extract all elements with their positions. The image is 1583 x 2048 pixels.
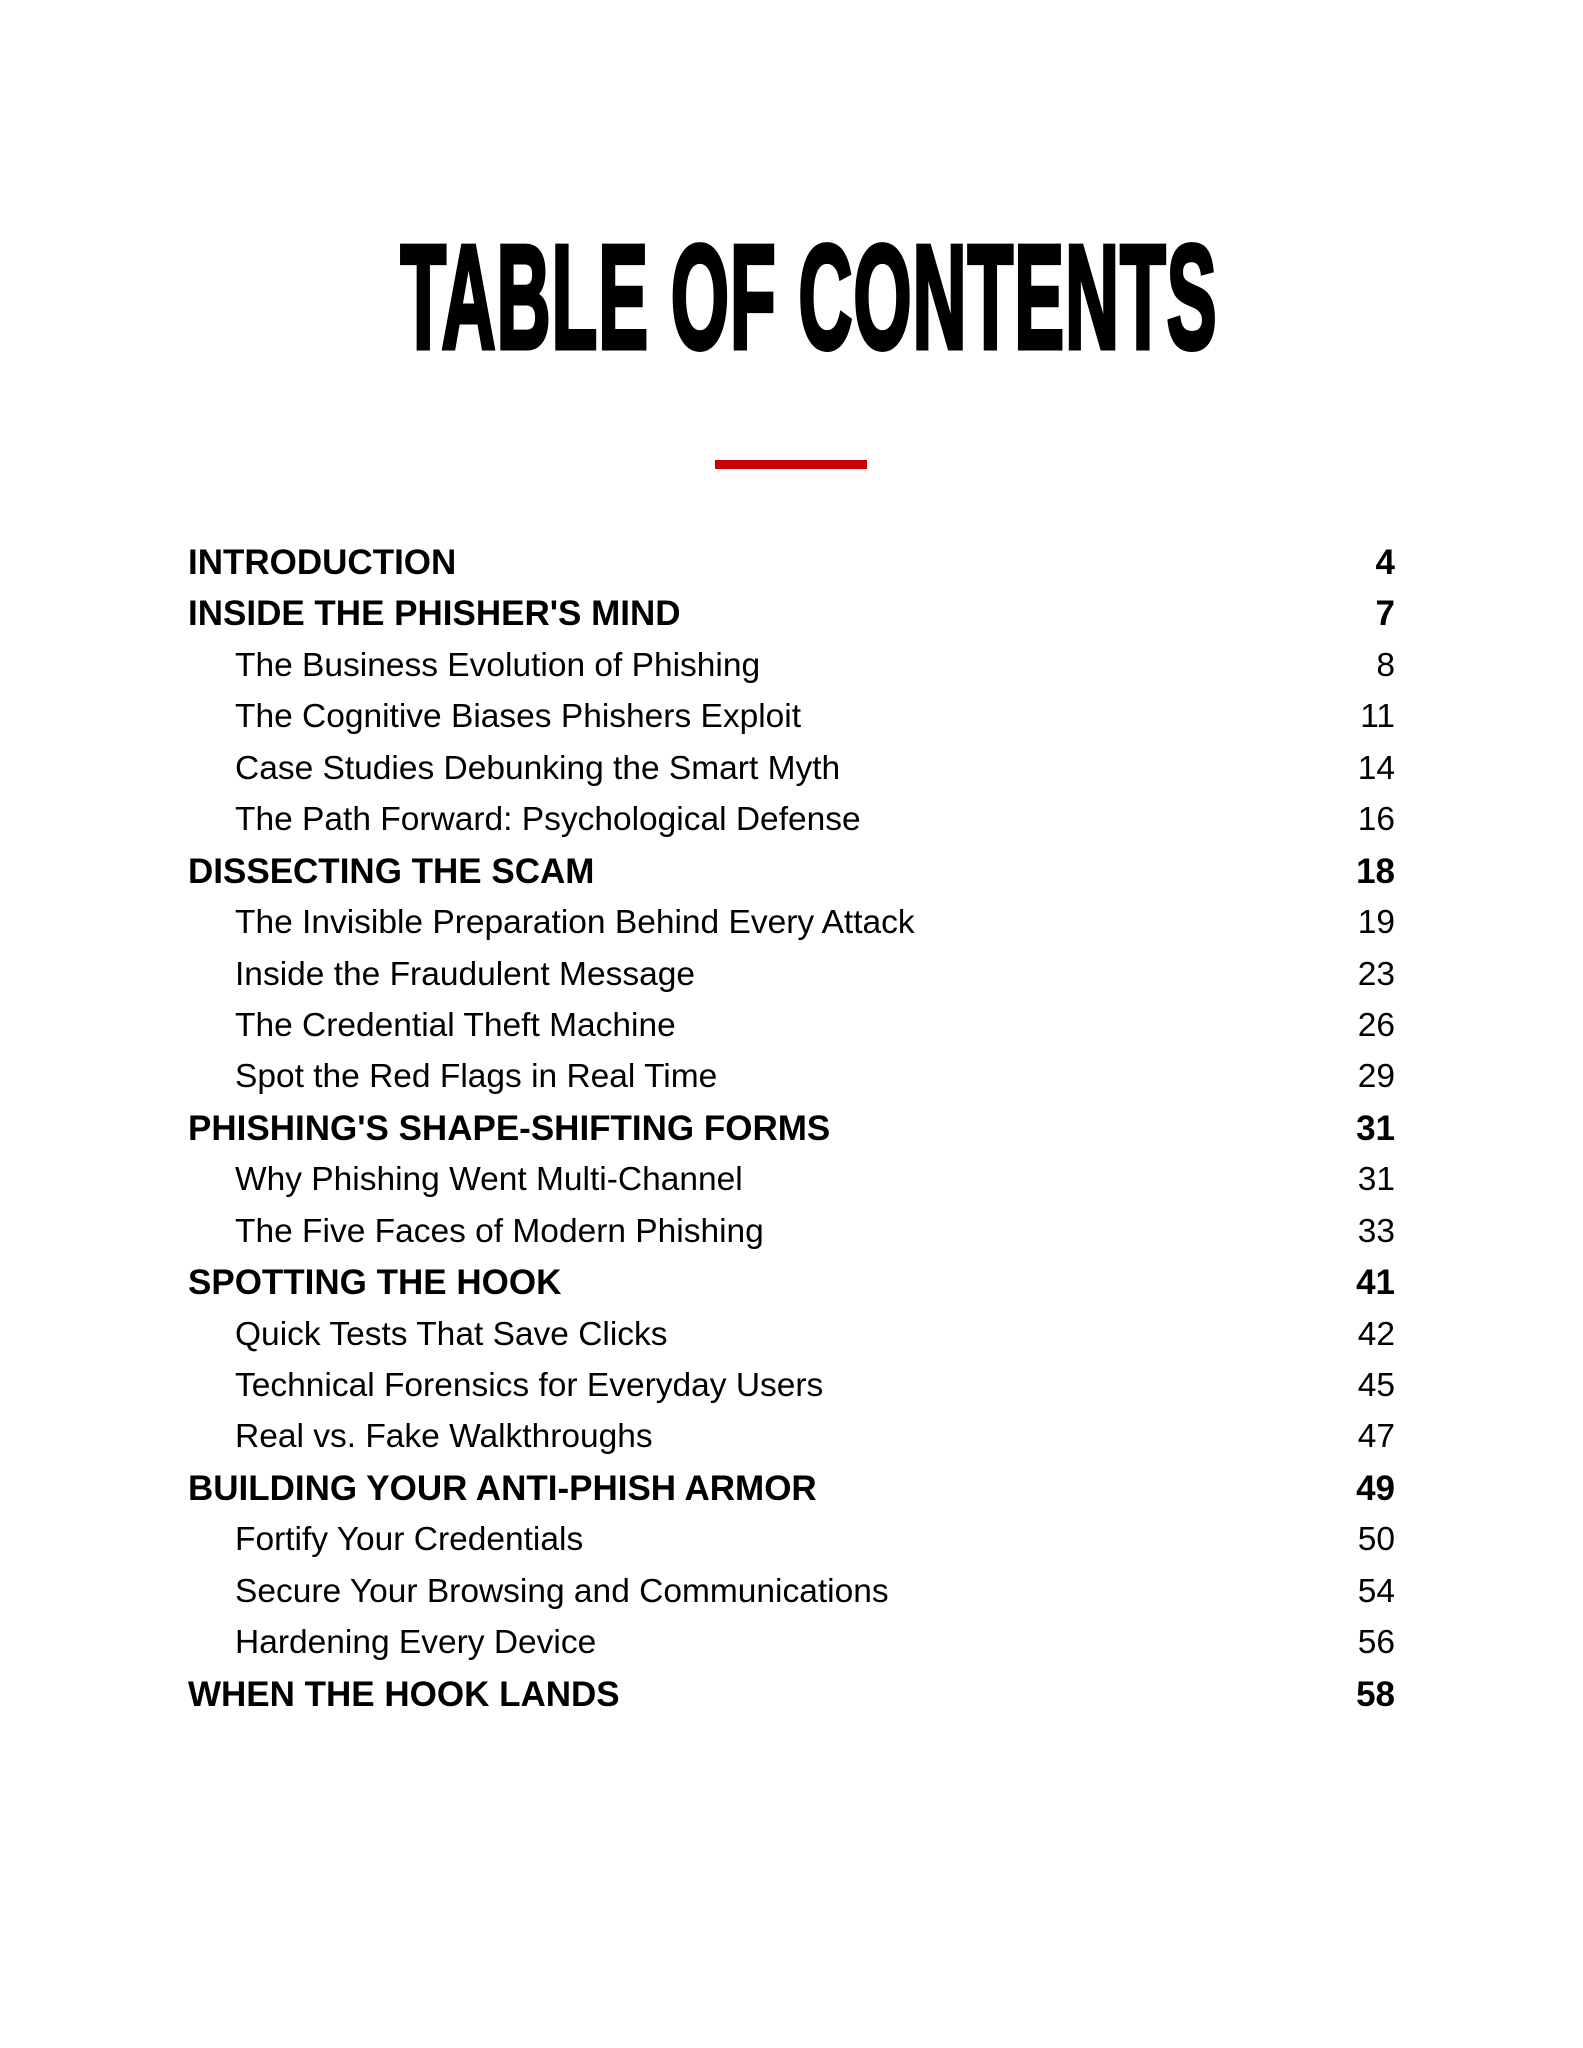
toc-entry-title: Why Phishing Went Multi-Channel	[235, 1161, 743, 1199]
toc-entry-title: The Credential Theft Machine	[235, 1006, 676, 1044]
toc-section-entry[interactable]	[188, 794, 1395, 845]
toc-entry-title: The Invisible Preparation Behind Every Attack	[235, 904, 915, 942]
toc-chapter-entry[interactable]	[188, 846, 1395, 897]
toc-section-entry[interactable]	[188, 743, 1395, 794]
toc-chapter-entry[interactable]	[188, 1257, 1395, 1308]
toc-entry-page-number: 42	[1357, 1315, 1395, 1353]
toc-entry-title: Spot the Red Flags in Real Time	[235, 1058, 718, 1096]
toc-chapter-entry[interactable]	[188, 537, 1395, 588]
toc-section-entry[interactable]	[188, 949, 1395, 1000]
toc-entry-title: Technical Forensics for Everyday Users	[235, 1367, 824, 1404]
toc-entry-page-number: 8	[1376, 646, 1395, 684]
toc-section-entry[interactable]	[188, 691, 1395, 742]
toc-section-entry[interactable]	[188, 1051, 1395, 1102]
toc-section-entry[interactable]	[188, 640, 1395, 691]
toc-section-entry[interactable]	[188, 1309, 1395, 1360]
toc-entry-title: Real vs. Fake Walkthroughs	[235, 1418, 653, 1456]
toc-entry-title: Hardening Every Device	[235, 1624, 597, 1662]
toc-section-entry[interactable]	[188, 1360, 1395, 1411]
toc-entry-page-number: 50	[1357, 1521, 1395, 1559]
toc-entry-page-number: 11	[1360, 698, 1395, 736]
toc-entry-page-number: 4	[1375, 543, 1395, 582]
toc-section-entry[interactable]	[188, 1411, 1395, 1462]
toc-entry-title: SPOTTING THE HOOK	[188, 1263, 562, 1303]
toc-entry-page-number: 7	[1375, 594, 1395, 634]
toc-chapter-entry[interactable]	[188, 588, 1395, 639]
toc-section-entry[interactable]	[188, 1000, 1395, 1051]
toc-entry-page-number: 31	[1356, 1108, 1395, 1148]
toc-entry-page-number: 58	[1356, 1674, 1395, 1714]
toc-entry-title: DISSECTING THE SCAM	[188, 851, 595, 891]
toc-entry-page-number: 29	[1357, 1058, 1395, 1096]
toc-entry-page-number: 23	[1357, 955, 1395, 993]
toc-entry-title: Case Studies Debunking the Smart Myth	[235, 749, 841, 787]
toc-section-entry[interactable]	[188, 1154, 1395, 1205]
toc-entry-page-number: 56	[1357, 1624, 1395, 1662]
toc-entry-title: INTRODUCTION	[188, 543, 457, 582]
toc-entry-title: INSIDE THE PHISHER'S MIND	[188, 594, 681, 634]
toc-entry-title: Fortify Your Credentials	[235, 1521, 584, 1559]
toc-entry-title: The Five Faces of Modern Phishing	[235, 1212, 764, 1250]
toc-entry-page-number: 45	[1357, 1367, 1395, 1404]
toc-chapter-entry[interactable]	[188, 1463, 1395, 1514]
accent-divider	[715, 460, 867, 469]
toc-entry-page-number: 16	[1357, 801, 1395, 839]
toc-entry-page-number: 49	[1356, 1468, 1395, 1508]
toc-list	[188, 537, 1395, 1720]
toc-section-entry[interactable]	[188, 1617, 1395, 1668]
toc-entry-page-number: 47	[1357, 1418, 1395, 1456]
toc-section-entry[interactable]	[188, 1514, 1395, 1565]
toc-entry-page-number: 18	[1356, 851, 1395, 891]
toc-entry-page-number: 14	[1357, 749, 1395, 787]
toc-entry-title: The Cognitive Biases Phishers Exploit	[235, 698, 802, 736]
toc-entry-title: WHEN THE HOOK LANDS	[188, 1674, 620, 1714]
toc-entry-page-number: 26	[1357, 1006, 1395, 1044]
toc-chapter-entry[interactable]	[188, 1669, 1395, 1720]
toc-entry-title: PHISHING'S SHAPE-SHIFTING FORMS	[188, 1108, 831, 1148]
toc-entry-title: Inside the Fraudulent Message	[235, 955, 695, 993]
toc-entry-page-number: 41	[1356, 1263, 1395, 1303]
toc-entry-page-number: 19	[1357, 904, 1395, 942]
page-title: TABLE OF CONTENTS	[400, 215, 1218, 380]
toc-section-entry[interactable]	[188, 897, 1395, 948]
toc-entry-title: Secure Your Browsing and Communications	[235, 1572, 889, 1610]
toc-entry-page-number: 33	[1357, 1212, 1395, 1250]
title-container	[0, 215, 1583, 380]
toc-entry-title: The Path Forward: Psychological Defense	[235, 801, 861, 839]
toc-section-entry[interactable]	[188, 1206, 1395, 1257]
toc-entry-title: BUILDING YOUR ANTI-PHISH ARMOR	[188, 1468, 817, 1508]
toc-entry-page-number: 31	[1357, 1161, 1395, 1199]
toc-entry-title: The Business Evolution of Phishing	[235, 646, 761, 684]
toc-section-entry[interactable]	[188, 1566, 1395, 1617]
toc-entry-page-number: 54	[1357, 1572, 1395, 1610]
toc-entry-title: Quick Tests That Save Clicks	[235, 1315, 668, 1353]
toc-chapter-entry[interactable]	[188, 1103, 1395, 1154]
